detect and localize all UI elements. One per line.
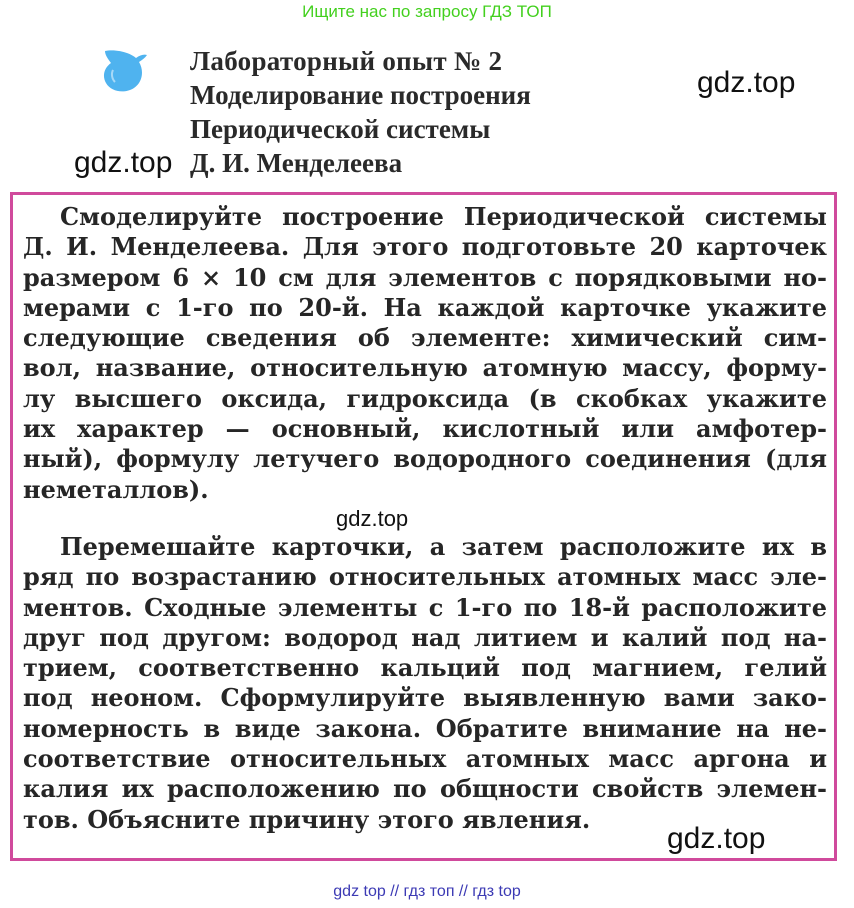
text-line: лу высшего оксида, гидроксида (в скобках укажите (23, 383, 827, 413)
text-line: друг под другом: водород над литием и калий под на- (23, 622, 827, 652)
text-line: Д. И. Менделеева. Для этого подготовьте 20 карточек (23, 232, 827, 262)
text-line: вол, название, относительную атомную массу, форму- (23, 353, 827, 383)
text-line: их характер — основный, кислотный или амфотер- (23, 414, 827, 444)
lab-title-block (190, 44, 531, 180)
top-banner: Ищите нас по запросу ГДЗ ТОП (302, 2, 552, 21)
text-line: соответствие относительных атомных масс аргона и (23, 744, 827, 774)
lab-subtitle-line: Периодической системы (190, 114, 491, 144)
text-line: ментов. Сходные элементы с 1-го по 18-й расположите (23, 592, 827, 622)
flask-icon (99, 46, 149, 94)
watermark: gdz.top (667, 822, 766, 855)
text-line: трием, соответственно кальций под магнием, гелий (23, 653, 827, 683)
text-line: ряд по возрастанию относительных атомных масс эле- (23, 562, 827, 592)
text-line: размером 6 × 10 см для элементов с порядковыми но- (23, 262, 827, 292)
text-line: калия их расположению по общности свойств элемен- (23, 774, 827, 804)
text-line: под неоном. Сформулируйте выявленную вами зако- (23, 683, 827, 713)
lab-heading: Лабораторный опыт № 2 (190, 46, 503, 76)
text-line: Смоделируйте построение Периодической системы (60, 202, 827, 231)
text-line: мерами с 1-го по 20-й. На каждой карточке укажите (23, 292, 827, 322)
watermark: gdz.top (697, 66, 796, 99)
text-line: ный), формулу летучего водородного соединения (для (23, 444, 827, 474)
lab-subtitle-line: Д. И. Менделеева (190, 148, 403, 178)
footer-links: gdz top // гдз топ // гдз top (333, 883, 521, 900)
task-paragraph-1 (23, 202, 827, 505)
task-paragraph-2 (23, 532, 827, 835)
watermark: gdz.top (74, 146, 173, 179)
text-line: неметаллов). (23, 474, 209, 504)
text-line: номерность в виде закона. Обратите внимание на не- (23, 713, 827, 743)
text-line: Перемешайте карточки, а затем расположите их в (60, 532, 827, 561)
lab-subtitle-line: Моделирование построения (190, 80, 531, 110)
text-line: следующие сведения об элементе: химический сим- (23, 323, 827, 353)
watermark: gdz.top (336, 506, 409, 531)
text-line: тов. Объясните причину этого явления. (23, 804, 591, 834)
